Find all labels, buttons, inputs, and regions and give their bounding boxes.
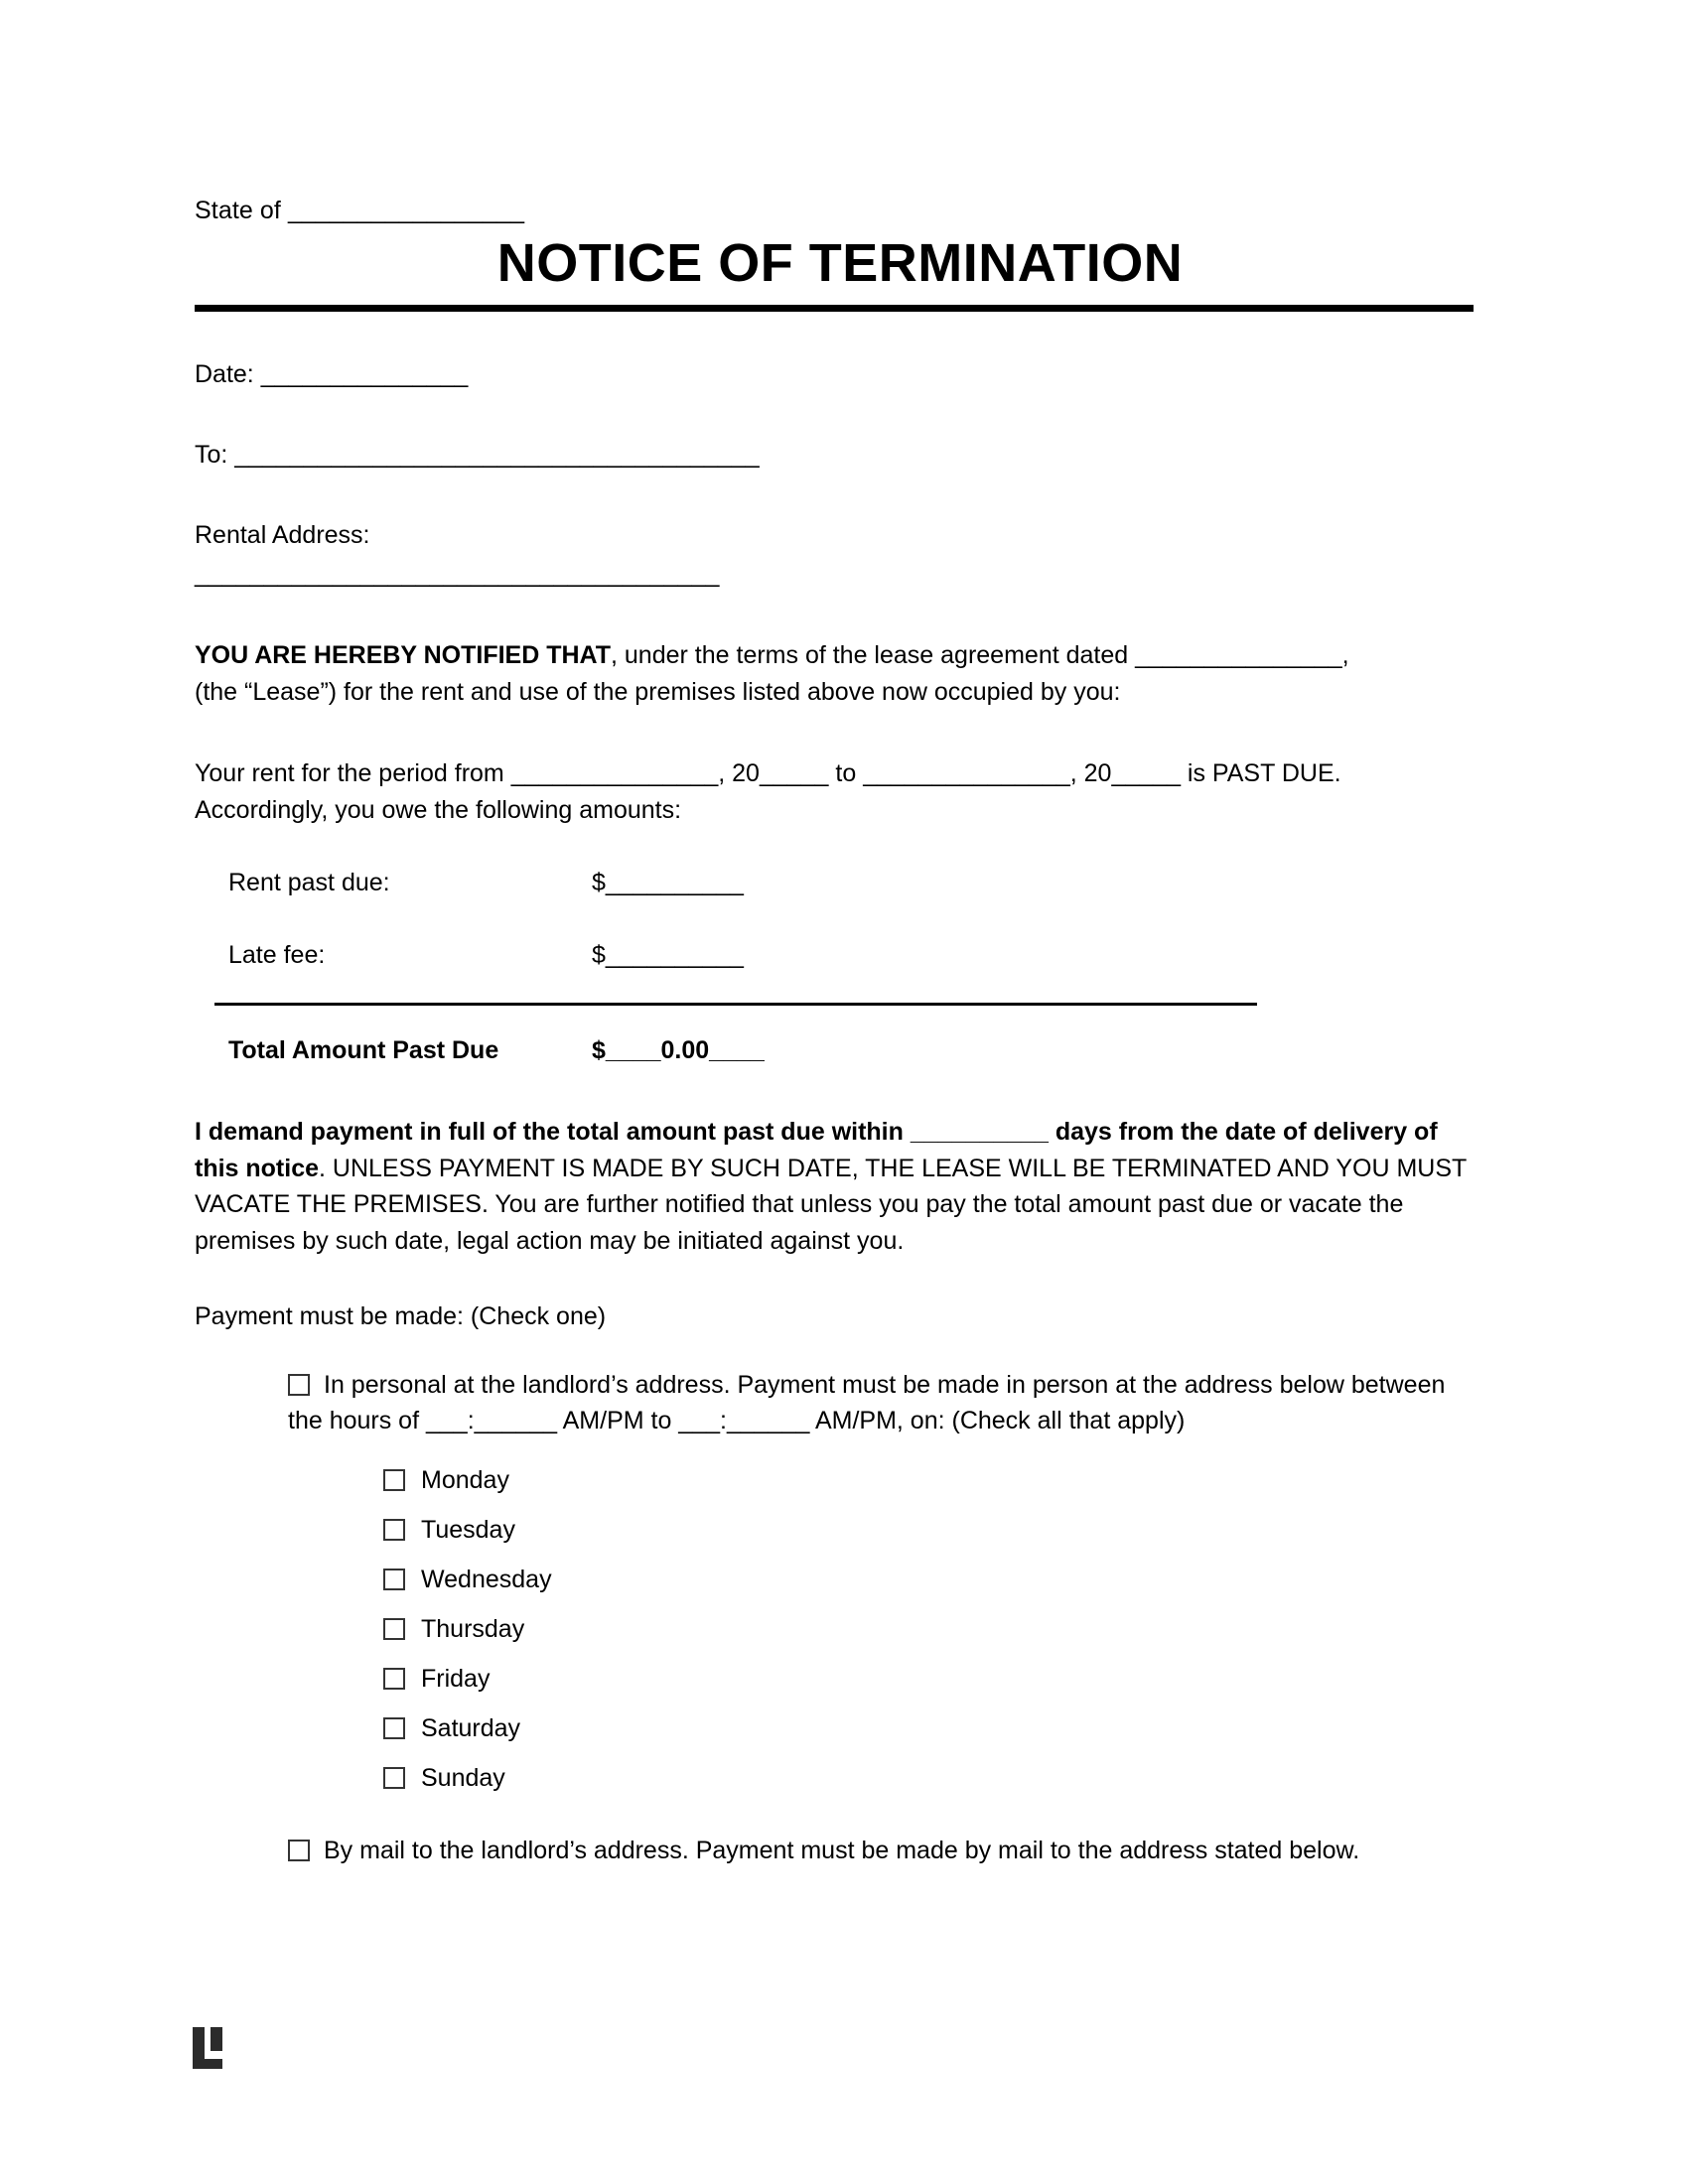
notified-rest-text: , under the terms of the lease agreement dated _______________, — [611, 641, 1349, 670]
total-divider — [214, 1003, 1257, 1006]
days-checklist — [195, 1465, 1485, 1793]
rent-period-paragraph — [195, 755, 1485, 828]
day-row-wednesday[interactable] — [383, 1565, 1485, 1594]
demand-paragraph — [195, 1114, 1485, 1259]
checkbox-thursday[interactable] — [383, 1618, 405, 1640]
day-row-thursday[interactable] — [383, 1614, 1485, 1644]
notified-line2-text: (the “Lease”) for the rent and use of the premises listed above now occupied by you: — [195, 677, 1121, 706]
amount-row-total — [195, 1033, 1485, 1068]
demand-rest-text: . UNLESS PAYMENT IS MADE BY SUCH DATE, THE LEASE WILL BE TERMINATED AND YOU MUST VACATE THE PREMISES. You are further notified that unless you pay the total amount past due or vacate the premises by such date, legal action may be initiated against you. — [195, 1154, 1467, 1255]
day-label-monday: Monday — [421, 1465, 509, 1494]
rent-period-line2: Accordingly, you owe the following amounts: — [195, 795, 682, 824]
day-row-saturday[interactable] — [383, 1713, 1485, 1743]
day-label-thursday: Thursday — [421, 1614, 525, 1643]
option-by-mail-label: By mail to the landlord’s address. Payment must be made by mail to the address stated below. — [324, 1836, 1360, 1864]
late-fee-field[interactable]: $__________ — [592, 941, 744, 970]
option-in-person-label: In personal at the landlord’s address. Payment must be made in person at the address below between the hours of ___:______ AM/PM to ___:______ AM/PM, on: (Check all that apply) — [288, 1371, 1446, 1435]
amount-row-rent — [195, 866, 1485, 900]
amount-row-late-fee — [195, 938, 1485, 973]
rental-address-field[interactable]: ______________________________________ — [195, 560, 720, 589]
day-label-tuesday: Tuesday — [421, 1515, 515, 1544]
demand-bold-text: I demand payment in full of the total amount past due within __________ days from the date of delivery of this notice — [195, 1118, 1438, 1182]
date-field[interactable]: Date: _______________ — [195, 360, 469, 389]
late-fee-label: Late fee: — [228, 941, 326, 970]
document-body — [195, 195, 1485, 1868]
brand-logo-icon — [191, 2025, 230, 2071]
rent-past-due-field[interactable]: $__________ — [592, 869, 744, 897]
checkbox-monday[interactable] — [383, 1469, 405, 1491]
rent-period-line1: Your rent for the period from _______________, 20_____ to _______________, 20_____ is PAST DUE. — [195, 759, 1341, 788]
rental-address-label: Rental Address: — [195, 521, 370, 550]
checkbox-friday[interactable] — [383, 1668, 405, 1690]
payment-method-intro: Payment must be made: (Check one) — [195, 1302, 607, 1331]
checkbox-in-person[interactable] — [288, 1374, 310, 1396]
day-row-sunday[interactable] — [383, 1763, 1485, 1793]
checkbox-tuesday[interactable] — [383, 1519, 405, 1541]
day-label-friday: Friday — [421, 1664, 491, 1693]
page-title: NOTICE OF TERMINATION — [496, 232, 1184, 293]
title-block — [195, 234, 1485, 312]
rent-past-due-label: Rent past due: — [228, 869, 390, 897]
checkbox-by-mail[interactable] — [288, 1840, 310, 1861]
option-by-mail[interactable] — [195, 1833, 1485, 1868]
checkbox-sunday[interactable] — [383, 1767, 405, 1789]
state-field[interactable]: State of _________________ — [195, 197, 525, 224]
total-amount-value: $____0.00____ — [592, 1036, 765, 1065]
checkbox-saturday[interactable] — [383, 1717, 405, 1739]
day-row-monday[interactable] — [383, 1465, 1485, 1495]
title-divider — [195, 305, 1474, 312]
option-in-person[interactable] — [195, 1367, 1485, 1439]
day-label-wednesday: Wednesday — [421, 1565, 552, 1593]
total-amount-label: Total Amount Past Due — [228, 1036, 499, 1065]
day-label-sunday: Sunday — [421, 1763, 505, 1792]
to-field[interactable]: To: ______________________________________ — [195, 441, 760, 470]
checkbox-wednesday[interactable] — [383, 1569, 405, 1590]
day-row-friday[interactable] — [383, 1664, 1485, 1694]
notified-bold-text: YOU ARE HEREBY NOTIFIED THAT — [195, 641, 612, 670]
day-label-saturday: Saturday — [421, 1713, 521, 1742]
day-row-tuesday[interactable] — [383, 1515, 1485, 1545]
notified-paragraph — [195, 637, 1485, 710]
